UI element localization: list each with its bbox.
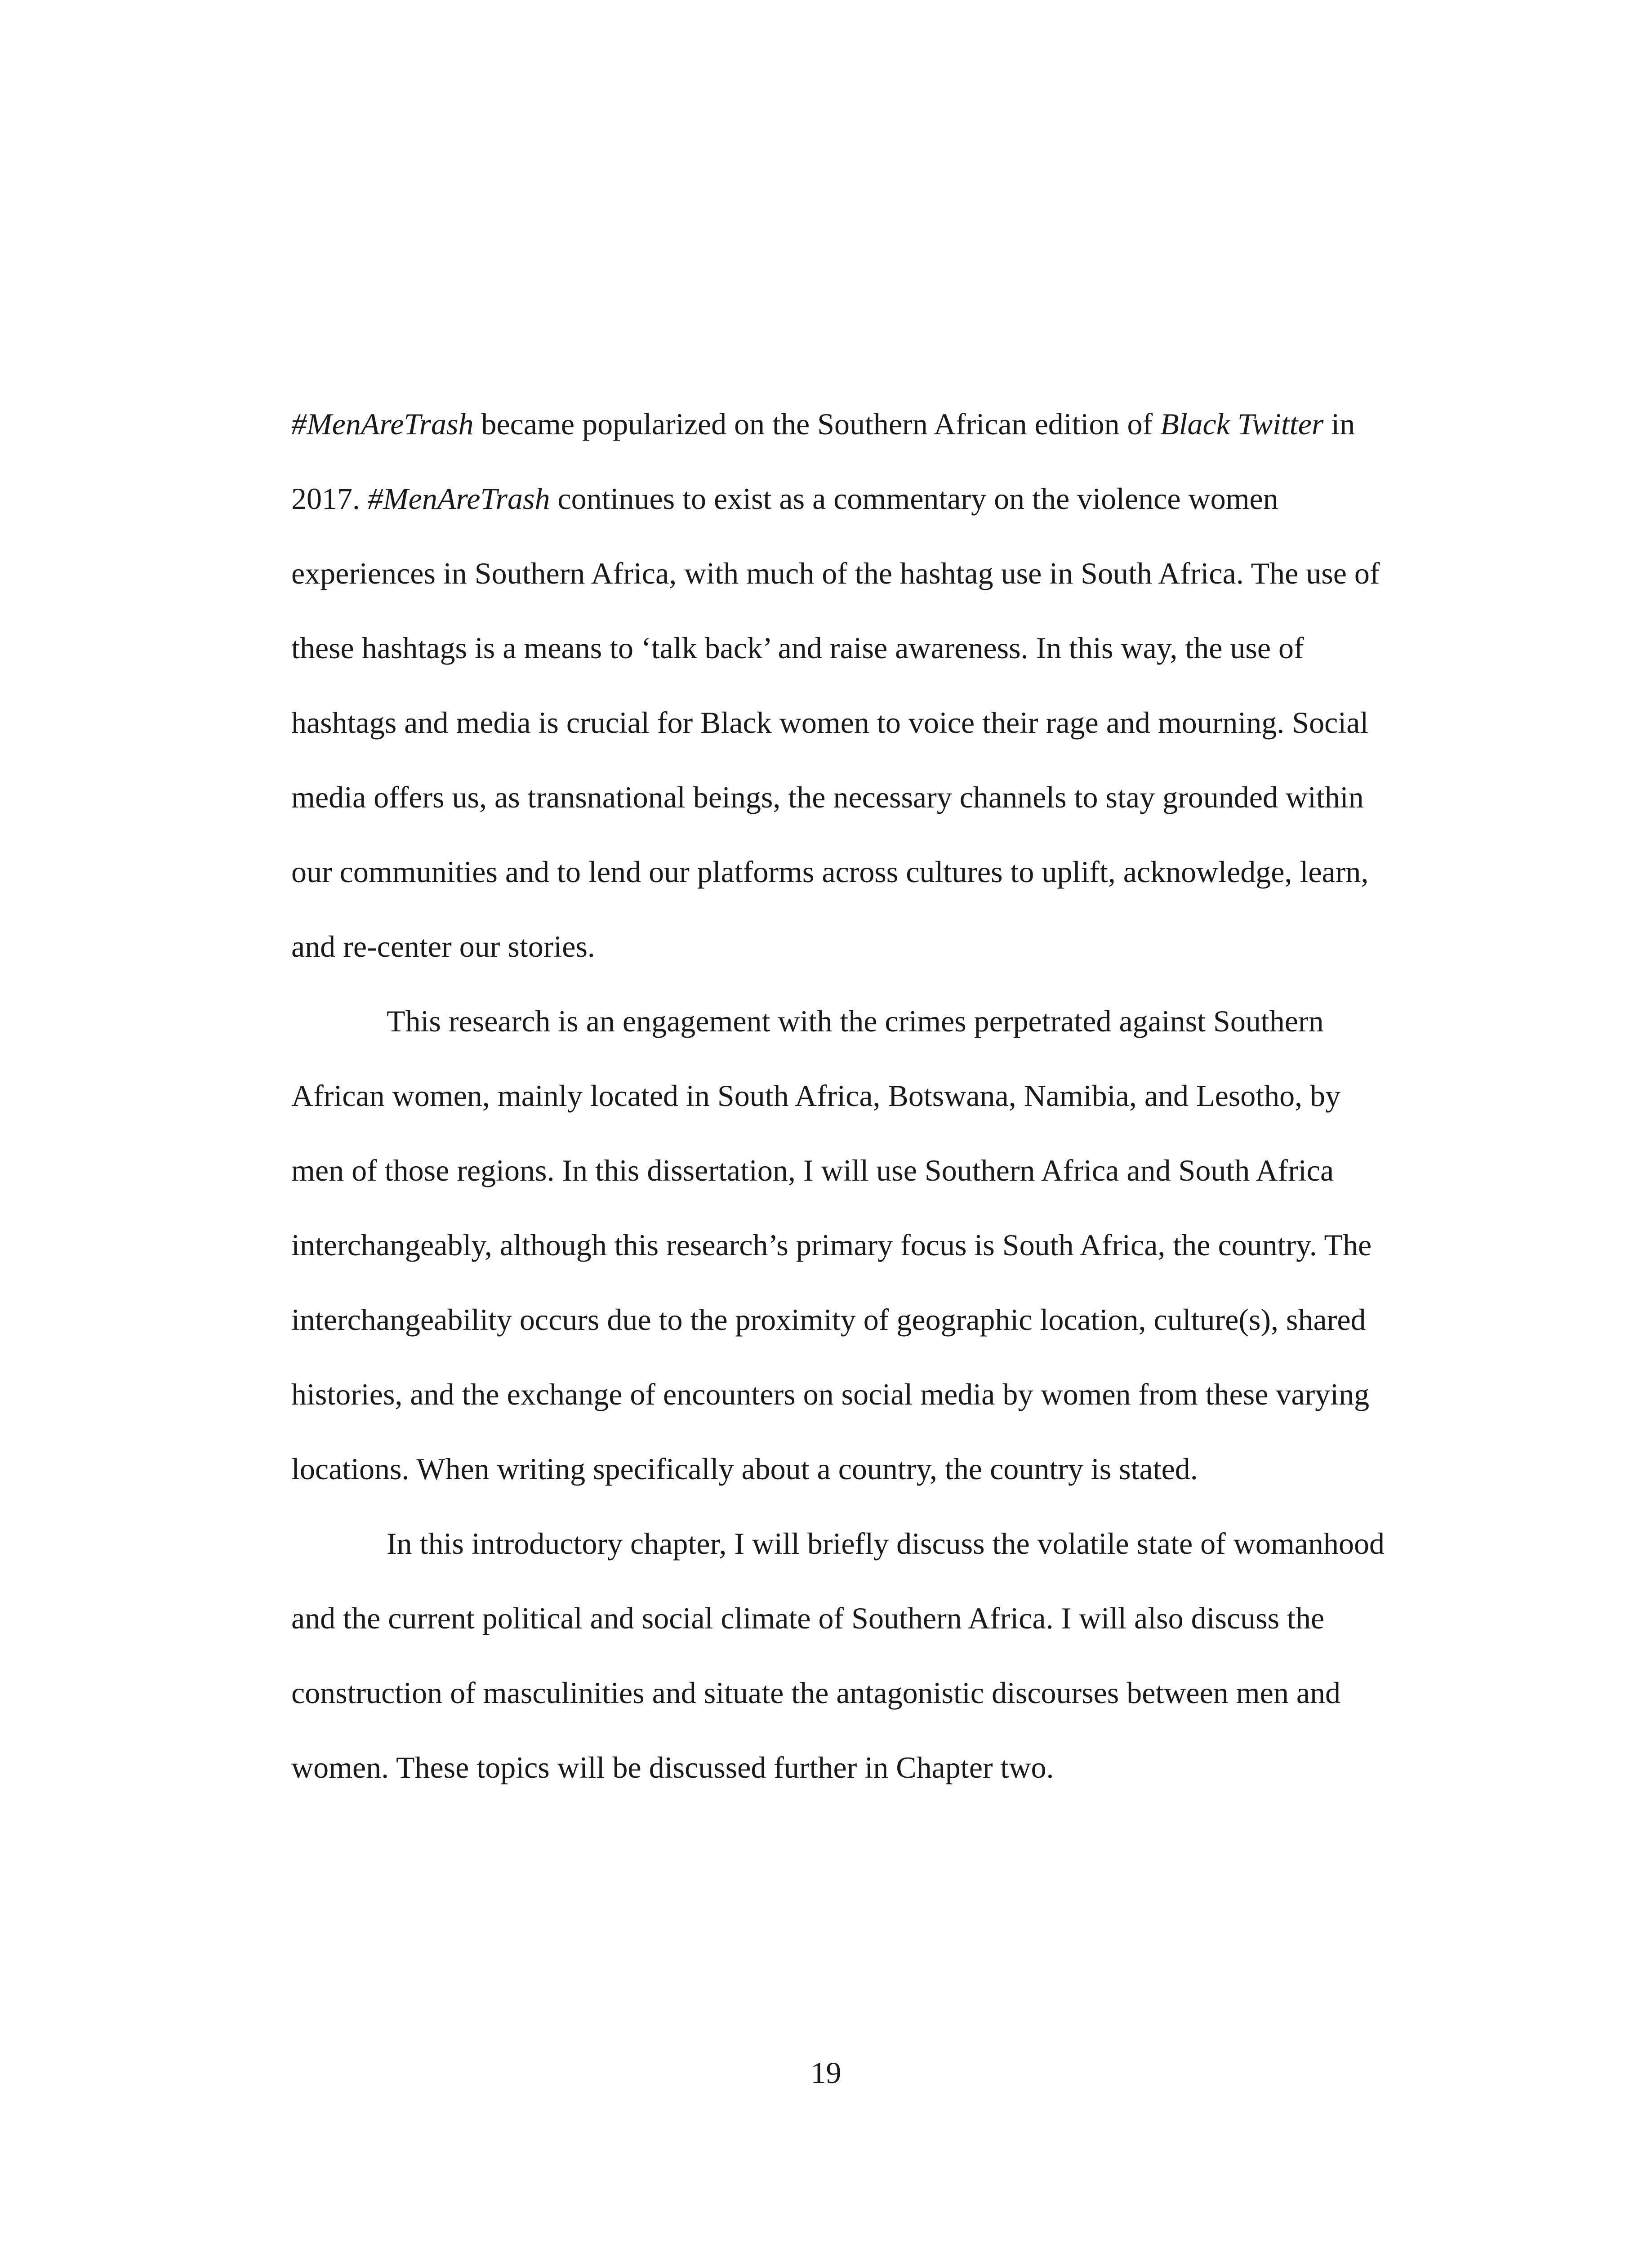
text-run: media offers us, as transnational beings, the necessary channels to stay grounded within — [291, 780, 1364, 814]
text-line — [291, 1730, 1442, 1805]
paragraph — [291, 984, 1442, 1506]
text-line — [291, 834, 1442, 909]
text-run: interchangeability occurs due to the proximity of geographic location, culture(s), shared — [291, 1302, 1366, 1337]
text-line — [291, 1282, 1442, 1357]
text-run: experiences in Southern Africa, with much of the hashtag use in South Africa. The use of — [291, 556, 1380, 590]
text-line — [291, 611, 1442, 685]
text-line — [291, 984, 1442, 1058]
text-run: in — [1323, 407, 1355, 441]
text-run: these hashtags is a means to ‘talk back’ and raise awareness. In this way, the use of — [291, 631, 1304, 665]
text-run: locations. When writing specifically about a country, the country is stated. — [291, 1452, 1198, 1486]
text-line — [291, 1581, 1442, 1655]
text-run: and re-center our stories. — [291, 929, 595, 963]
text-run: continues to exist as a commentary on the violence women — [550, 482, 1278, 516]
text-line — [291, 1357, 1442, 1432]
text-run: interchangeably, although this research’s primary focus is South Africa, the country. The — [291, 1228, 1372, 1262]
hashtag-text: #MenAreTrash — [368, 482, 550, 516]
paragraph — [291, 387, 1442, 984]
text-run: and the current political and social climate of Southern Africa. I will also discuss the — [291, 1601, 1325, 1635]
text-run: our communities and to lend our platforms across cultures to uplift, acknowledge, learn, — [291, 855, 1369, 889]
text-line — [291, 1208, 1442, 1282]
text-line — [291, 536, 1442, 611]
text-line — [291, 760, 1442, 834]
text-run: became popularized on the Southern African edition of — [473, 407, 1161, 441]
body-text — [291, 387, 1442, 1805]
text-run: In this introductory chapter, I will briefly discuss the volatile state of womanhood — [387, 1526, 1385, 1561]
paragraph — [291, 1506, 1442, 1805]
text-run: hashtags and media is crucial for Black women to voice their rage and mourning. Social — [291, 705, 1369, 740]
text-line — [291, 685, 1442, 760]
text-line — [291, 1058, 1442, 1133]
text-line — [291, 1133, 1442, 1208]
text-run: men of those regions. In this dissertation, I will use Southern Africa and South Africa — [291, 1153, 1334, 1187]
text-run: construction of masculinities and situate the antagonistic discourses between men and — [291, 1676, 1341, 1710]
text-run: histories, and the exchange of encounters on social media by women from these varying — [291, 1377, 1370, 1411]
text-run: This research is an engagement with the crimes perpetrated against Southern — [387, 1004, 1324, 1038]
text-line — [291, 1432, 1442, 1506]
page-number: 19 — [810, 2056, 842, 2090]
text-line — [291, 387, 1442, 461]
text-line — [291, 461, 1442, 536]
text-line — [291, 909, 1442, 984]
text-line — [291, 1506, 1442, 1581]
hashtag-text: #MenAreTrash — [291, 407, 474, 441]
text-run: African women, mainly located in South Africa, Botswana, Namibia, and Lesotho, by — [291, 1079, 1341, 1113]
text-line — [291, 1655, 1442, 1730]
text-run: women. These topics will be discussed further in Chapter two. — [291, 1750, 1054, 1784]
text-run: 2017. — [291, 482, 368, 516]
italic-title: Black Twitter — [1160, 407, 1324, 441]
